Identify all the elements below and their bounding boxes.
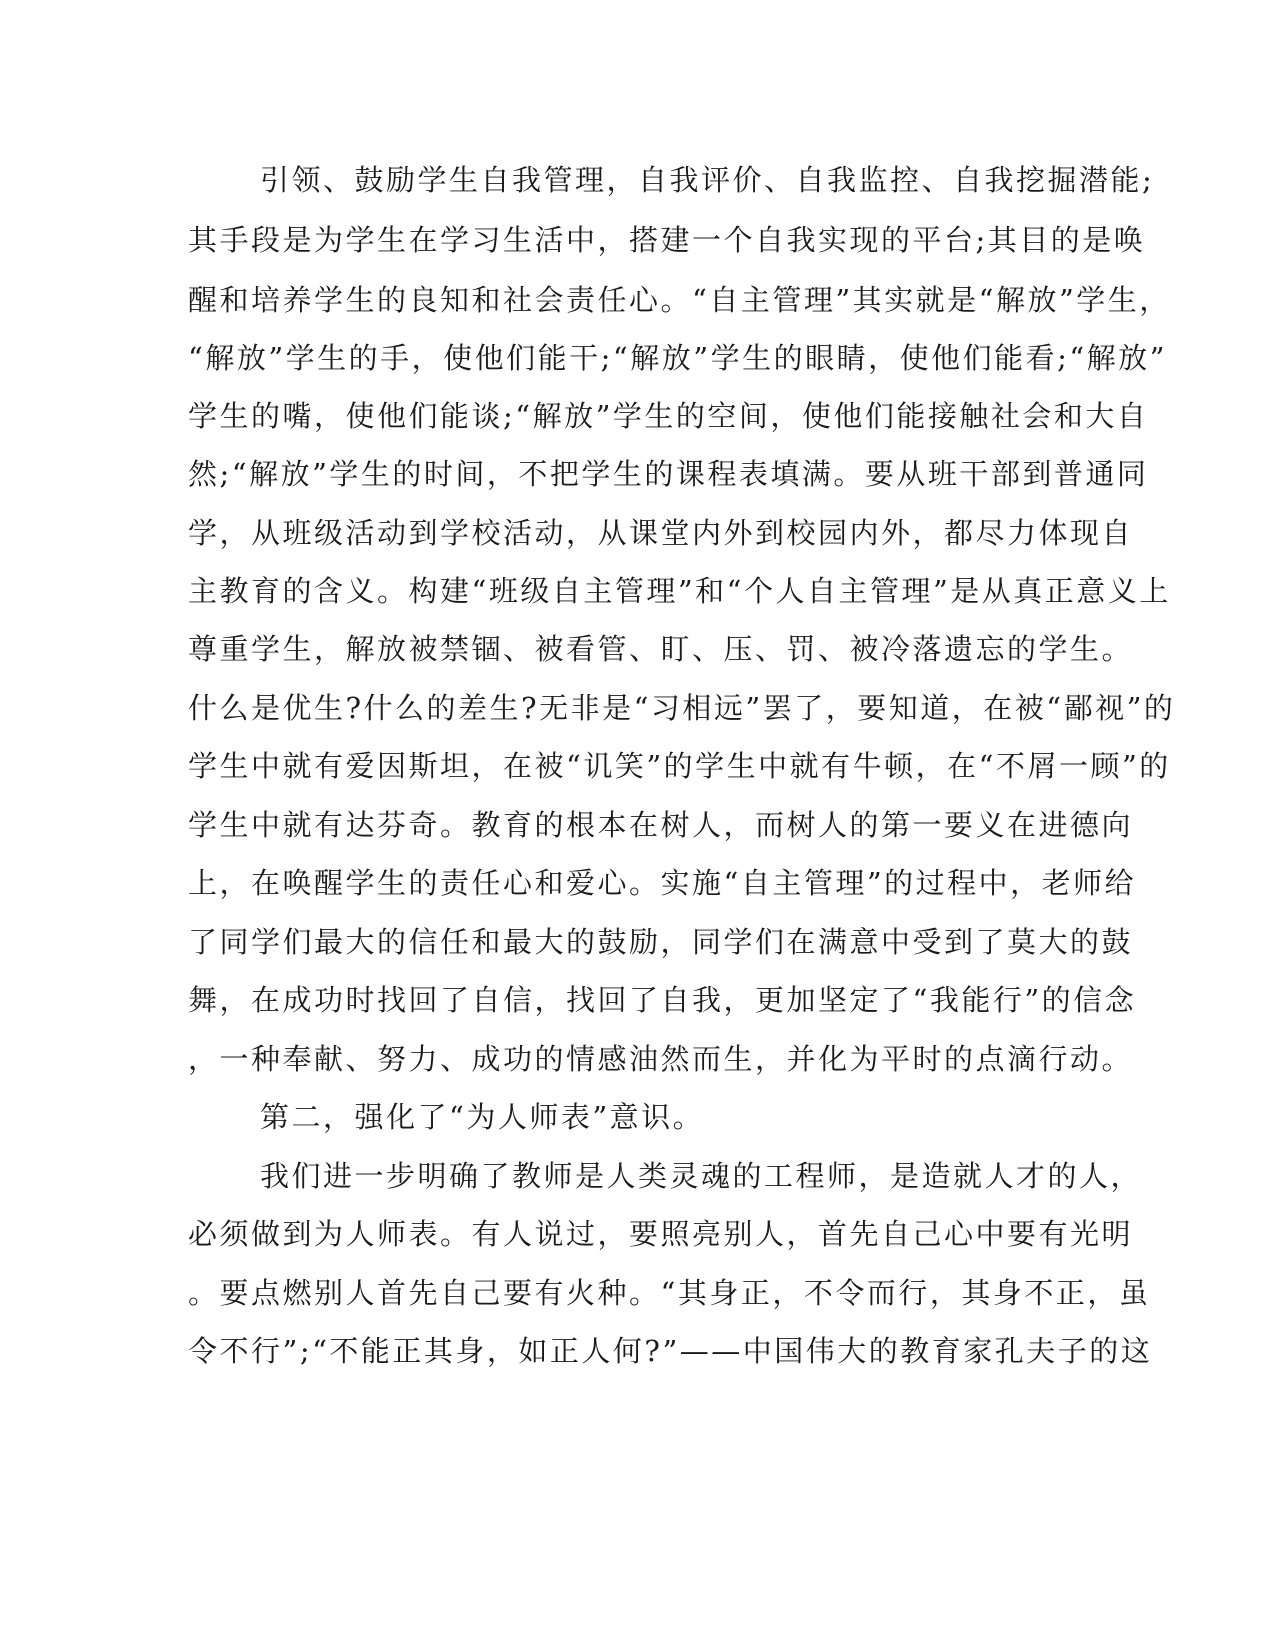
text-line-11: 学生中就有爱因斯坦，在被“讥笑”的学生中就有牛顿，在“不屑一顾”的 — [188, 749, 1171, 783]
text-line-12: 学生中就有达芬奇。教育的根本在树人，而树人的第一要义在进德向 — [188, 808, 1134, 842]
text-line-20: 。要点燃别人首先自己要有火种。“其身正，不令而行，其身不正，虽 — [188, 1276, 1151, 1310]
text-line-10: 什么是优生?什么的差生?无非是“习相远”罢了，要知道，在被“鄙视”的 — [188, 691, 1176, 725]
text-line-13: 上，在唤醒学生的责任心和爱心。实施“自主管理”的过程中，老师给 — [188, 866, 1137, 900]
text-line-3: 醒和培养学生的良知和社会责任心。“自主管理”其实就是“解放”学生， — [188, 283, 1171, 317]
text-line-9: 尊重学生，解放被禁锢、被看管、盯、压、罚、被冷落遗忘的学生。 — [188, 632, 1134, 666]
text-line-21: 令不行”;“不能正其身，如正人何?”——中国伟大的教育家孔夫子的这 — [188, 1334, 1153, 1368]
text-line-7: 学，从班级活动到学校活动，从课堂内外到校园内外，都尽力体现自 — [188, 516, 1134, 550]
text-line-15: 舞，在成功时找回了自信，找回了自我，更加坚定了“我能行”的信念 — [188, 983, 1137, 1017]
text-line-2: 其手段是为学生在学习生活中，搭建一个自我实现的平台;其目的是唤 — [188, 223, 1146, 257]
section-heading: 第二，强化了“为人师表”意识。 — [260, 1100, 705, 1134]
text-line-18: 我们进一步明确了教师是人类灵魂的工程师，是造就人才的人， — [260, 1159, 1143, 1193]
text-line-6: 然;“解放”学生的时间，不把学生的课程表填满。要从班干部到普通同 — [188, 457, 1149, 491]
text-line-4: “解放”学生的手，使他们能干;“解放”学生的眼睛，使他们能看;“解放” — [188, 341, 1167, 375]
text-line-1: 引领、鼓励学生自我管理，自我评价、自我监控、自我挖掘潜能; — [260, 163, 1155, 197]
text-line-19: 必须做到为人师表。有人说过，要照亮别人，首先自己心中要有光明 — [188, 1217, 1134, 1251]
text-line-16: ，一种奉献、努力、成功的情感油然而生，并化为平时的点滴行动。 — [188, 1042, 1134, 1076]
text-line-14: 了同学们最大的信任和最大的鼓励，同学们在满意中受到了莫大的鼓 — [188, 925, 1134, 959]
text-line-8: 主教育的含义。构建“班级自主管理”和“个人自主管理”是从真正意义上 — [188, 574, 1171, 608]
text-line-5: 学生的嘴，使他们能谈;“解放”学生的空间，使他们能接触社会和大自 — [188, 399, 1149, 433]
